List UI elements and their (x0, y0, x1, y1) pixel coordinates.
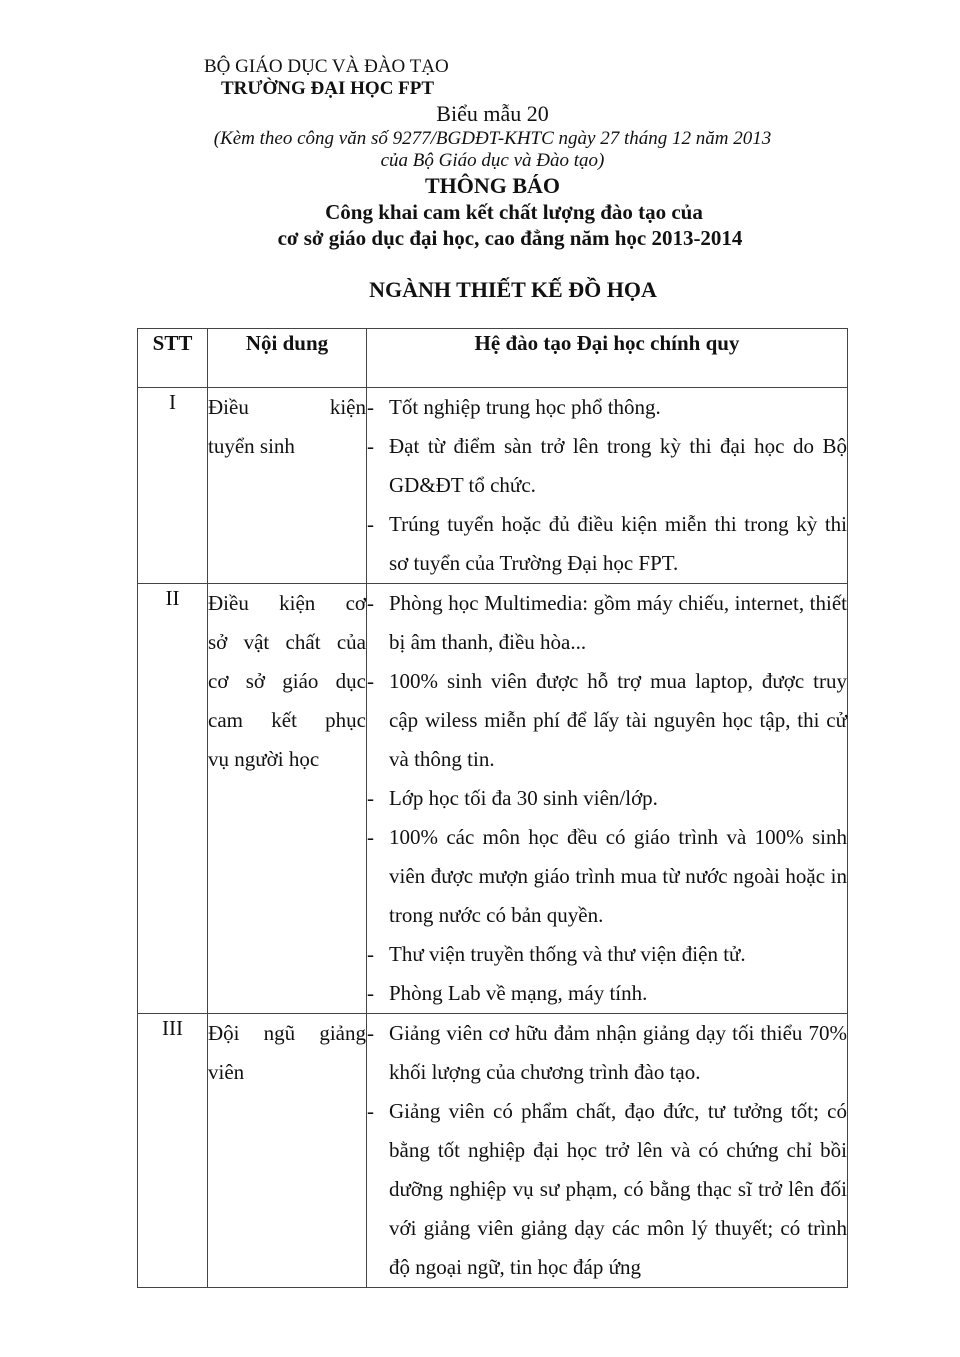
row-topic-line: sở vật chất của (208, 630, 366, 654)
bullet-dash: - (367, 591, 374, 615)
row-topic-line: cam kết phục (208, 708, 366, 732)
bullet-dash: - (367, 434, 374, 458)
requirement-item (367, 427, 847, 505)
requirement-item (367, 818, 847, 935)
major-heading: NGÀNH THIẾT KẾ ĐỒ HỌA (369, 277, 657, 302)
requirement-text: Đạt từ điểm sàn trở lên trong kỳ thi đại học do Bộ GD&ĐT tổ chức. (389, 434, 847, 497)
row-topic-line: cơ sở giáo dục (208, 669, 366, 693)
row-topic (208, 388, 367, 584)
bullet-dash: - (367, 512, 374, 536)
requirement-text: Lớp học tối đa 30 sinh viên/lớp. (389, 786, 658, 810)
row-topic (208, 584, 367, 1014)
requirement-item (367, 974, 847, 1013)
bullet-dash: - (367, 1021, 374, 1045)
bullet-dash: - (367, 825, 374, 849)
document-subtitle-line-2: cơ sở giáo dục đại học, cao đẳng năm học 2013-2014 (277, 226, 743, 250)
row-number: II (138, 584, 208, 1014)
row-number: III (138, 1014, 208, 1288)
bullet-dash: - (367, 395, 374, 419)
ministry-name: BỘ GIÁO DỤC VÀ ĐÀO TẠO (204, 56, 449, 77)
row-topic-line: Điều kiện (208, 395, 366, 419)
requirement-list (367, 1014, 847, 1287)
requirement-text: 100% sinh viên được hỗ trợ mua laptop, được truy cập wiless miễn phí để lấy tài nguyên học tập, thi cử và thông tin. (389, 669, 847, 771)
row-topic-line: Đội ngũ giảng (208, 1021, 366, 1045)
requirement-text: Thư viện truyền thống và thư viện điện tử. (389, 942, 746, 966)
reference-line-2: của Bộ Giáo dục và Đào tạo) (380, 150, 605, 171)
row-topic-line: tuyển sinh (208, 434, 295, 458)
bullet-dash: - (367, 981, 374, 1005)
row-topic (208, 1014, 367, 1288)
requirement-item (367, 505, 847, 583)
table-row (138, 1014, 848, 1288)
requirement-item (367, 1092, 847, 1287)
column-header-content: Nội dung (208, 329, 367, 388)
requirement-text: Phòng học Multimedia: gồm máy chiếu, internet, thiết bị âm thanh, điều hòa... (389, 591, 847, 654)
requirement-text: Giảng viên có phẩm chất, đạo đức, tư tưởng tốt; có bằng tốt nghiệp đại học trở lên và có chứng chỉ bồi dưỡng nghiệp vụ sư phạm, có bằng thạc sĩ trở lên đối với giảng viên giảng dạy các môn lý thuyết; có trình độ ngoại ngữ, tin học đáp ứng (389, 1099, 847, 1279)
row-number: I (138, 388, 208, 584)
column-header-stt: STT (138, 329, 208, 388)
column-header-program: Hệ đào tạo Đại học chính quy (367, 329, 848, 388)
requirement-text: Phòng Lab về mạng, máy tính. (389, 981, 648, 1005)
bullet-dash: - (367, 1099, 374, 1123)
document-title: THÔNG BÁO (424, 173, 561, 198)
commitment-table (137, 328, 848, 1288)
requirement-text: Tốt nghiệp trung học phổ thông. (389, 395, 661, 419)
table-row (138, 584, 848, 1014)
requirement-item (367, 1014, 847, 1092)
bullet-dash: - (367, 669, 374, 693)
row-topic-line: viên (208, 1060, 245, 1084)
row-topic-line: vụ người học (208, 747, 320, 771)
requirement-item (367, 388, 847, 427)
reference-line-1: (Kèm theo công văn số 9277/BGDĐT-KHTC ngày 27 tháng 12 năm 2013 (213, 128, 772, 149)
requirement-list (367, 584, 847, 1013)
requirement-text: 100% các môn học đều có giáo trình và 100% sinh viên được mượn giáo trình mua từ nước ngoài hoặc in trong nước có bản quyền. (389, 825, 847, 927)
table-row (138, 388, 848, 584)
bullet-dash: - (367, 786, 374, 810)
table-header-row (138, 329, 848, 388)
bullet-dash: - (367, 942, 374, 966)
form-number: Biểu mẫu 20 (436, 101, 549, 126)
row-requirements (367, 584, 848, 1014)
requirement-list (367, 388, 847, 583)
row-requirements (367, 1014, 848, 1288)
requirement-text: Giảng viên cơ hữu đảm nhận giảng dạy tối thiểu 70% khối lượng của chương trình đào tạo. (389, 1021, 847, 1084)
requirement-item (367, 935, 847, 974)
row-requirements (367, 388, 848, 584)
requirement-item (367, 662, 847, 779)
row-topic-line: Điều kiện cơ (208, 591, 366, 615)
school-name: TRƯỜNG ĐẠI HỌC FPT (221, 78, 435, 99)
requirement-item (367, 779, 847, 818)
requirement-text: Trúng tuyển hoặc đủ điều kiện miễn thi trong kỳ thi sơ tuyển của Trường Đại học FPT. (389, 512, 847, 575)
requirement-item (367, 584, 847, 662)
document-subtitle-line-1: Công khai cam kết chất lượng đào tạo của (325, 200, 703, 224)
